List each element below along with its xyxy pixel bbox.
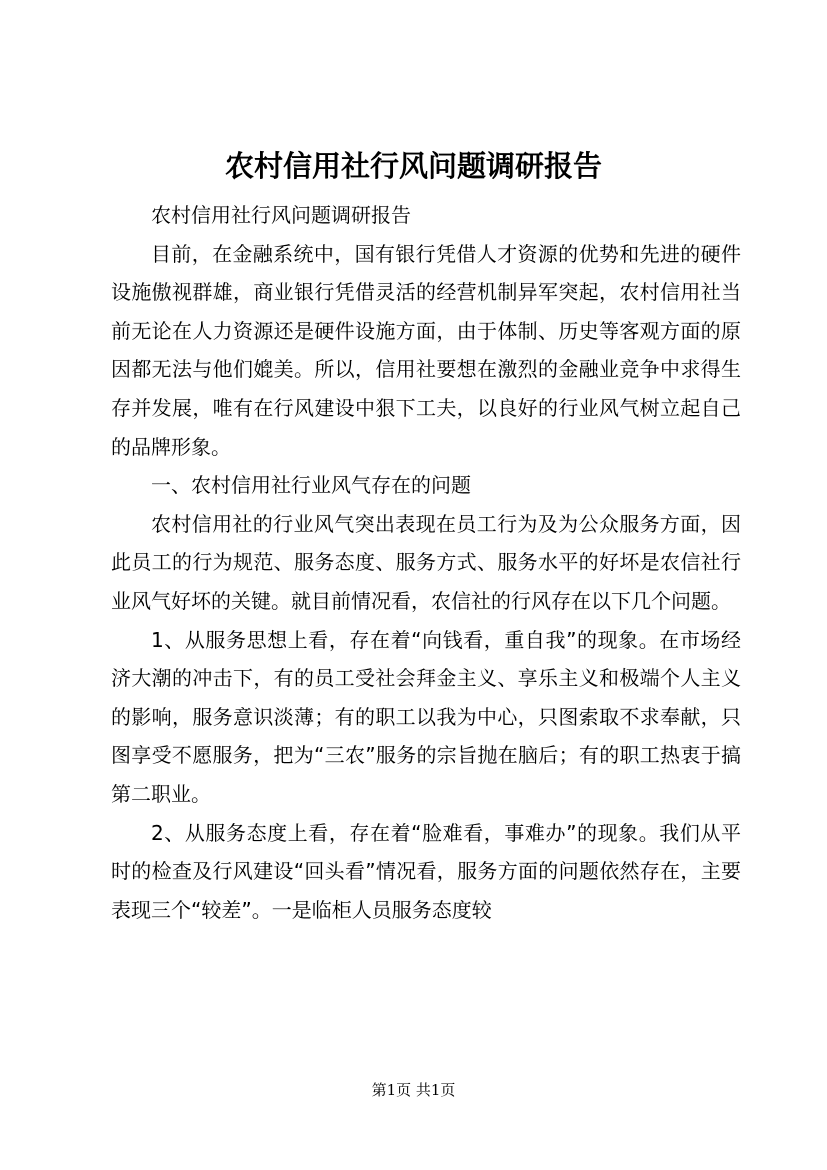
section-heading-1: 一、农村信用社行业风气存在的问题 (151, 473, 471, 498)
paragraph-point-1: 1、从服务思想上看，存在着“向钱看，重自我”的现象。在市场经济大潮的冲击下，有的员工受社会拜金主义、享乐主义和极端个人主义的影响，服务意识淡薄；有的职工以我为中心，只图索取不求奉献，只图享受不愿服务，把为“三农”服务的宗旨抛在脑后；有的职工热衷于搞第二职业。 (111, 627, 741, 806)
paragraph-subtitle: 农村信用社行风问题调研报告 (151, 203, 411, 227)
paragraph-intro: 目前，在金融系统中，国有银行凭借人才资源的优势和先进的硬件设施傲视群雄，商业银行凭借灵活的经营机制异军突起，农村信用社当前无论在人力资源还是硬件设施方面，由于体制、历史等客观方面的原因都无法与他们媲美。所以，信用社要想在激烈的金融业竞争中求得生存并发展，唯有在行风建设中狠下工夫，以良好的行业风气树立起自己的品牌形象。 (111, 241, 741, 459)
paragraph-section-1: 农村信用社的行业风气突出表现在员工行为及为公众服务方面，因此员工的行为规范、服务态度、服务方式、服务水平的好坏是农信社行业风气好坏的关键。就目前情况看，农信社的行风存在以下几个问题。 (111, 511, 741, 613)
document-body (111, 196, 741, 929)
page-footer: 第1页 共1页 (371, 1081, 456, 1099)
document-title: 农村信用社行风问题调研报告 (224, 149, 602, 183)
paragraph-point-2: 2、从服务态度上看，存在着“脸难看，事难办”的现象。我们从平时的检查及行风建设“回头看”情况看，服务方面的问题依然存在，主要表现三个“较差”。一是临柜人员服务态度较 (111, 820, 741, 922)
